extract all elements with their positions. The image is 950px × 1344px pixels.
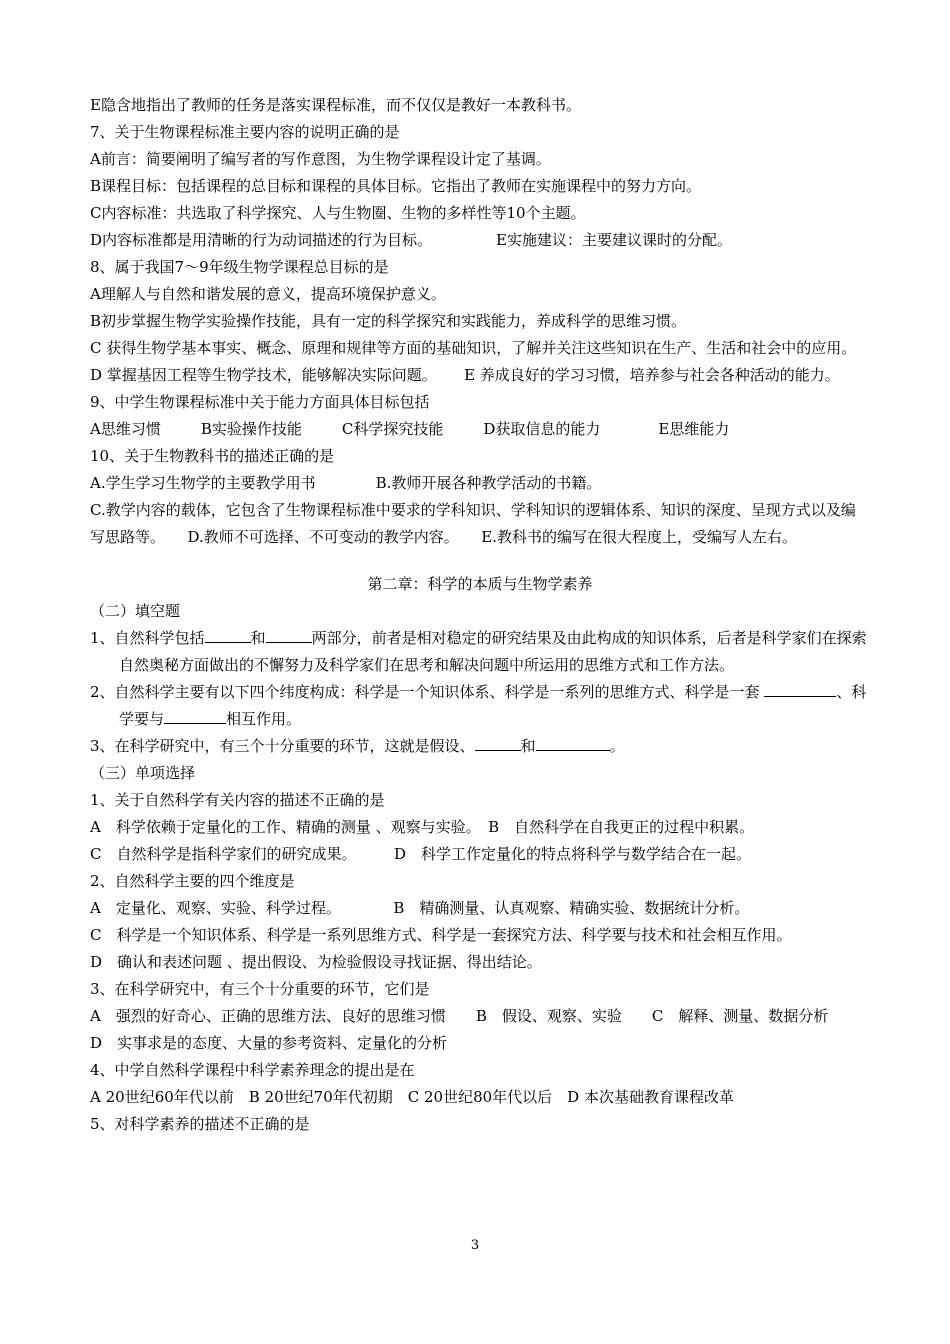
fill-blank-3: 3、在科学研究中，有三个十分重要的环节，这就是假设、 和 。 [90,737,625,755]
option-b: B实验操作技能 [200,420,302,438]
option-d: D内容标准都是用清晰的行为动词描述的行为目标。 [90,231,433,249]
option-line [90,470,870,497]
answer-blank [536,736,610,751]
chapter-heading: 第二章：科学的本质与生物学素养 [367,575,593,593]
option-line: A 定量化、观察、实验、科学过程。 B 精确测量、认真观察、精确实验、数据统计分析。 [90,899,750,917]
answer-blank [266,628,312,643]
question-1: 1、关于自然科学有关内容的描述不正确的是 [90,791,385,809]
option-a: A.学生学习生物学的主要教学用书 [90,474,316,492]
question-8: 8、属于我国7～9年级生物学课程总目标的是 [90,258,389,276]
option-line [90,416,870,443]
option-line: C 自然科学是指科学家们的研究成果。 D 科学工作定量化的特点将科学与数学结合在一起。 [90,845,752,863]
question-2: 2、自然科学主要的四个维度是 [90,872,295,890]
option-line: A前言：简要阐明了编写者的写作意图，为生物学课程设计定了基调。 [90,150,551,168]
option-paragraph: C 获得生物学基本事实、概念、原理和规律等方面的基础知识，了解并关注这些知识在生产、生活和社会中的应用。 D 掌握基因工程等生物学技术，能够解决实际问题。 E 养成良好的学习习惯，培养参与社会各种活动的能力。 [90,339,879,384]
page-number: 3 [470,1238,480,1253]
option-line: A 20世纪60年代以前 B 20世纪70年代初期 C 20世纪80年代以后 D 本次基础教育课程改革 [90,1088,734,1106]
option-line: C 科学是一个知识体系、科学是一系列思维方式、科学是一套探究方法、科学要与技术和社会相互作用。 [90,926,792,944]
option-line: B课程目标：包括课程的总目标和课程的具体目标。它指出了教师在实施课程中的努力方向。 [90,177,702,195]
answer-blank [164,709,226,724]
option-line: C内容标准：共选取了科学探究、人与生物圈、生物的多样性等10个主题。 [90,204,586,222]
option-line: A理解人与自然和谐发展的意义，提高环境保护意义。 [90,285,446,303]
option-line: B初步掌握生物学实验操作技能，具有一定的科学探究和实践能力，养成科学的思维习惯。 [90,312,687,330]
option-paragraph: C.教学内容的载体，它包含了生物课程标准中要求的学科知识、学科知识的逻辑体系、知识的深度、呈现方式以及编写思路等。 D.教师不可选择、不可变动的教学内容。 E.教科书的编写在很大程度上，受编写人左右。 [90,501,856,546]
question-4: 4、中学自然科学课程中科学素养理念的提出是在 [90,1061,415,1079]
option-e: E实施建议：主要建议课时的分配。 [496,231,732,249]
fill-blank-2: 2、自然科学主要有以下四个纬度构成：科学是一个知识体系、科学是一系列的思维方式、科学是一套 、科学要与 相互作用。 [90,683,867,728]
answer-blank [764,682,836,697]
question-9: 9、中学生物课程标准中关于能力方面具体目标包括 [90,393,430,411]
answer-blank [475,736,521,751]
fill-blank-1: 1、自然科学包括 和 两部分，前者是相对稳定的研究结果及由此构成的知识体系，后者是科学家们在探索自然奥秘方面做出的不懈努力及科学家们在思考和解决问题中所运用的思维方式和工作方法。 [90,629,867,674]
answer-blank [205,628,251,643]
option-c: C科学探究技能 [341,420,444,438]
section-heading: （三）单项选择 [90,764,196,782]
document-page [90,92,879,1138]
question-10: 10、关于生物教科书的描述正确的是 [90,447,335,465]
question-5: 5、对科学素养的描述不正确的是 [90,1115,310,1133]
option-line: D 确认和表述问题 、提出假设、为检验假设寻找证据、得出结论。 [90,953,542,971]
option-b: B.教师开展各种教学活动的书籍。 [375,474,602,492]
option-d: D获取信息的能力 [483,420,601,438]
text-line: E隐含地指出了教师的任务是落实课程标准，而不仅仅是教好一本教科书。 [90,96,581,114]
option-line [90,227,870,254]
option-a: A思维习惯 [90,420,161,438]
question-7: 7、关于生物课程标准主要内容的说明正确的是 [90,123,400,141]
option-paragraph: A 强烈的好奇心、正确的思维方法、良好的思维习惯 B 假设、观察、实验 C 解释、测量、数据分析 D 实事求是的态度、大量的参考资料、定量化的分析 [90,1007,874,1052]
option-line: A 科学依赖于定量化的工作、精确的测量 、观察与实验。 B 自然科学在自我更正的过程中积累。 [90,818,755,836]
question-3: 3、在科学研究中，有三个十分重要的环节，它们是 [90,980,430,998]
option-e: E思维能力 [658,420,730,438]
section-heading: （二）填空题 [90,602,181,620]
